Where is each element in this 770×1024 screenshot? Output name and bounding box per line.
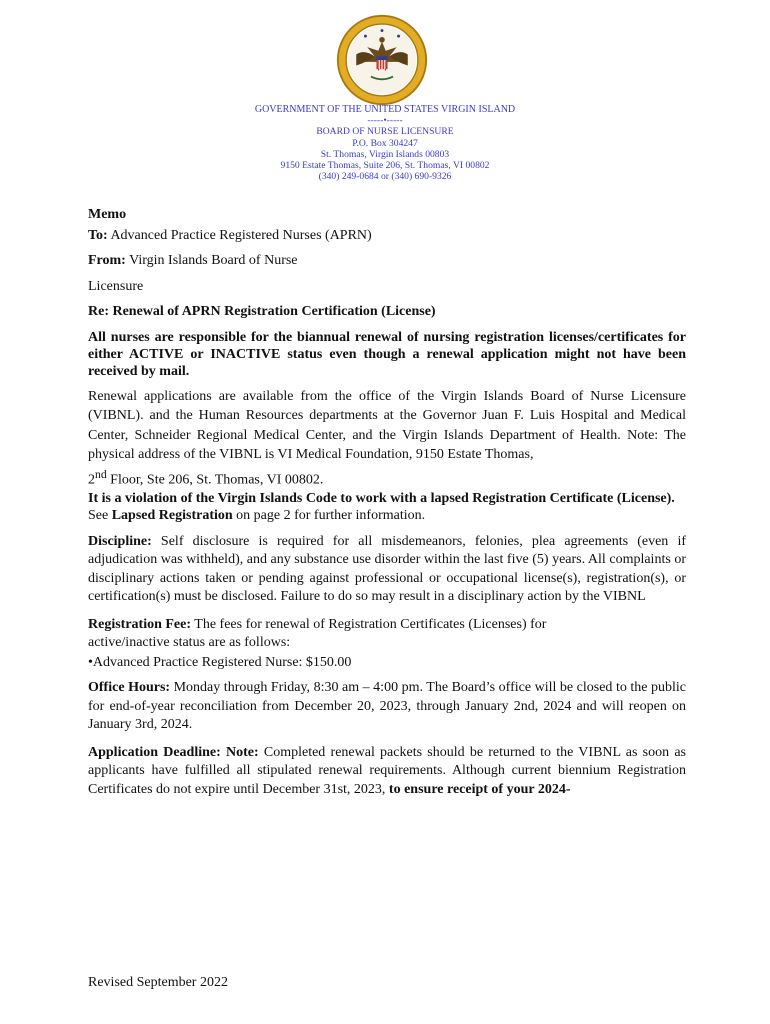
fee-label: Registration Fee: (88, 616, 192, 632)
renewal-text: Renewal applications are available from the office of the Virgin Islands Board of Nurse Licensure (VIBNL). and the Human Resources departments at the Governor Juan F. Luis Hospital and Medical Center, Schneider Regional Medical Center, and the Virgin Islands Department of Health. Note: The physical address of the VIBNL is VI Medical Foundation, 9150 Estate Thomas, (88, 388, 686, 462)
revision-note: Revised September 2022 (88, 975, 228, 990)
memo-from (88, 252, 686, 271)
memo-to-value: Advanced Practice Registered Nurses (APRN) (107, 227, 372, 243)
government-title: GOVERNMENT OF THE UNITED STATES VIRGIN ISLAND (254, 104, 516, 115)
office-hours-paragraph (88, 679, 686, 735)
violation-notice (88, 490, 686, 524)
lapsed-registration-ref: Lapsed Registration (111, 507, 233, 523)
fee-item: •Advanced Practice Registered Nurse: $150.00 (88, 654, 352, 670)
fee-text-continued: active/inactive status are as follows: (88, 635, 291, 651)
memo-from-continued: Licensure (88, 278, 144, 294)
memo-to (88, 227, 686, 246)
letterhead (0, 104, 770, 182)
violation-see: See (88, 507, 112, 523)
discipline-text: Self disclosure is required for all misdemeanors, felonies, plea agreements (even if adjudication was withheld), and any substance use disorder within the last five (5) years. All complaints or disciplinary actions taken or pending against professional or occupational license(s), registration(s), or certification(s) must be disclosed. Failure to do so may result in a disciplinary action by the VIBNL (88, 533, 686, 605)
discipline-paragraph (88, 533, 686, 607)
floor-number: 2 (88, 472, 95, 488)
violation-bold: It is a violation of the Virgin Islands Code to work with a lapsed Registration Certificate (License). (88, 490, 675, 506)
memo-heading: Memo (88, 207, 127, 222)
office-hours-text: Monday through Friday, 8:30 am – 4:00 pm. The Board’s office will be closed to the public for end-of-year reconciliation from December 20, 2023, through January 2nd, 2024 and will reopen on January 3rd, 2024. (88, 680, 687, 733)
deadline-label: Application Deadline: Note: (88, 744, 259, 760)
city-line: St. Thomas, Virgin Islands 00803 (320, 148, 450, 160)
deadline-bold: to ensure receipt of your 2024- (388, 781, 571, 797)
renewal-notice: All nurses are responsible for the biannual renewal of nursing registration licenses/certificates for either ACTIVE or INACTIVE status even though a renewal application might not have been received by mail. (88, 329, 686, 379)
virgin-islands-seal-icon (336, 14, 428, 106)
memo-from-value: Virgin Islands Board of Nurse (125, 253, 298, 268)
memo-body (88, 206, 686, 799)
memo-subject: Re: Renewal of APRN Registration Certification (License) (88, 304, 436, 319)
phone-numbers: (340) 249-0684 or (340) 690-9326 (318, 171, 452, 183)
deadline-paragraph (88, 744, 686, 800)
fee-paragraph (88, 616, 686, 653)
office-hours-label: Office Hours: (88, 680, 171, 696)
floor-ordinal: nd (95, 467, 107, 481)
po-box: P.O. Box 304247 (352, 137, 418, 149)
floor-text: Floor, Ste 206, St. Thomas, VI 00802. (106, 472, 324, 488)
memo-to-label: To: (88, 227, 108, 243)
discipline-label: Discipline: (88, 533, 152, 549)
deadline-text: Completed renewal packets should be returned to the VIBNL as soon as applicants have fulfilled all stipulated renewal requirements. Although current biennium Registration Certificates do not expire until December 31st, 2023, (88, 744, 686, 797)
board-name: BOARD OF NURSE LICENSURE (316, 126, 454, 138)
fee-text: The fees for renewal of Registration Certificates (Licenses) for (191, 616, 547, 632)
letterhead-separator: -----•----- (367, 115, 403, 127)
memo-from-label: From: (88, 253, 126, 268)
renewal-paragraph (88, 387, 686, 490)
violation-rest: on page 2 for further information. (232, 507, 426, 523)
street-address: 9150 Estate Thomas, Suite 206, St. Thomas, VI 00802 (280, 160, 490, 172)
